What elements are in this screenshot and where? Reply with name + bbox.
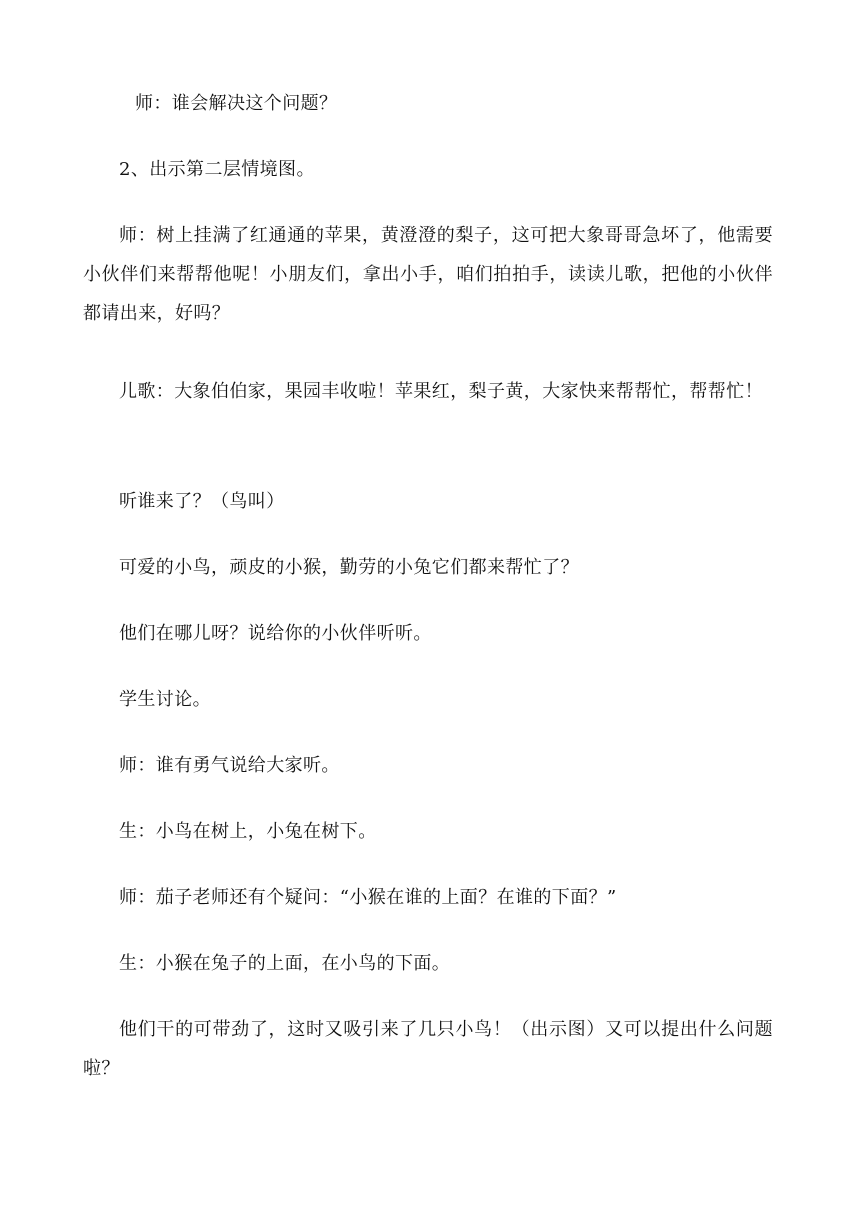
paragraph-teacher-orchard: 师：树上挂满了红通通的苹果，黄澄澄的梨子，这可把大象哥哥急坏了，他需要小伙伴们来帮帮他呢！小朋友们，拿出小手，咱们拍拍手，读读儿歌，把他的小伙伴都请出来，好吗？	[83, 225, 773, 324]
paragraph-where-are-they: 他们在哪儿呀？说给你的小伙伴听听。	[119, 623, 432, 644]
paragraph-animals-help: 可爱的小鸟，顽皮的小猴，勤劳的小兔它们都来帮忙了？	[119, 557, 579, 578]
paragraph-student-answer-2: 生：小猴在兔子的上面，在小鸟的下面。	[119, 953, 451, 974]
paragraph-student-discussion: 学生讨论。	[119, 689, 211, 710]
paragraph-teacher-courage: 师：谁有勇气说给大家听。	[119, 755, 340, 776]
paragraph-nursery-rhyme: 儿歌：大象伯伯家，果园丰收啦！苹果红，梨子黄，大家快来帮帮忙，帮帮忙！	[119, 381, 763, 402]
paragraph-teacher-doubt: 师：茄子老师还有个疑问：“小猴在谁的上面？在谁的下面？”	[119, 887, 617, 908]
paragraph-who-came: 听谁来了？（鸟叫）	[119, 491, 285, 512]
paragraph-student-answer-1: 生：小鸟在树上，小兔在树下。	[119, 821, 377, 842]
paragraph-teacher-question: 师：谁会解决这个问题？	[135, 93, 338, 114]
paragraph-show-scene-2: 2、出示第二层情境图。	[119, 159, 315, 180]
paragraph-more-birds: 他们干的可带劲了，这时又吸引来了几只小鸟！（出示图）又可以提出什么问题啦？	[83, 1019, 773, 1079]
